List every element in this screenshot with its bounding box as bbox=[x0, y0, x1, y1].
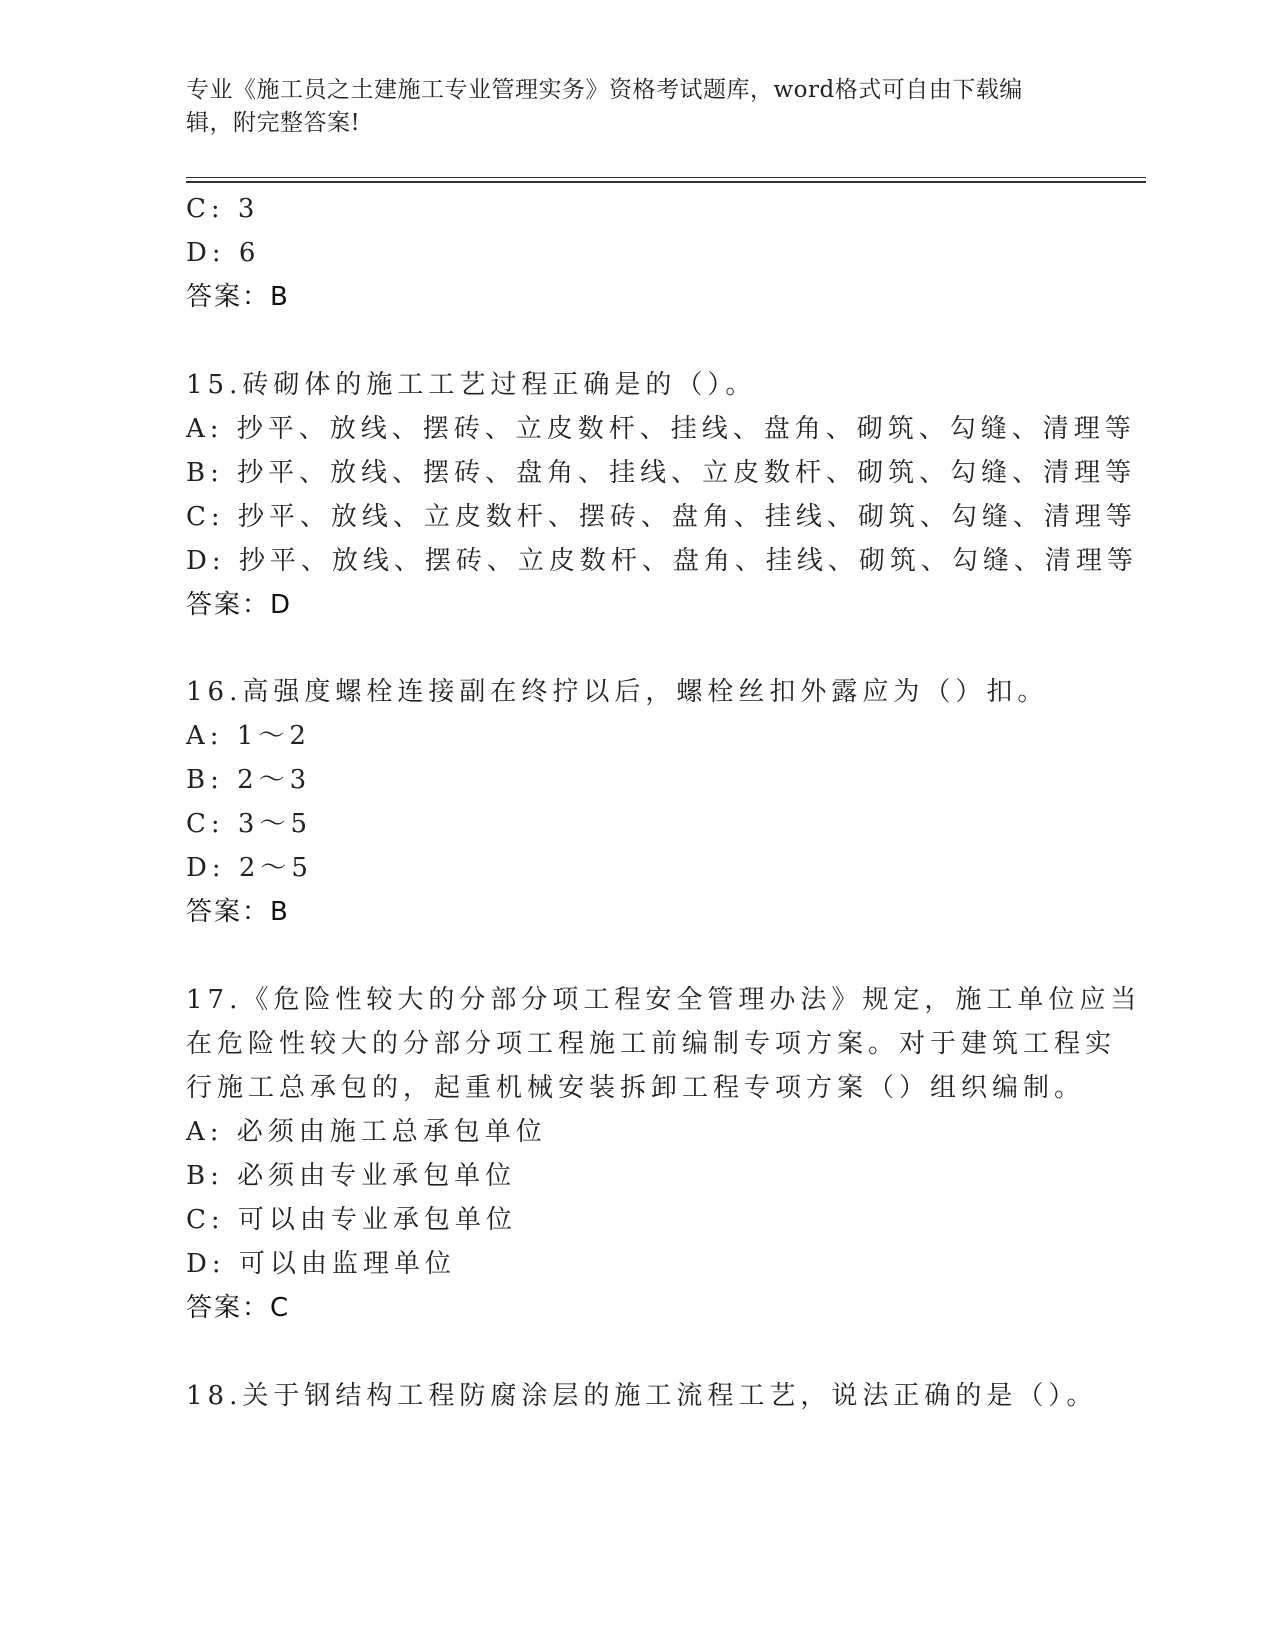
q15-option-a: A: 抄平、放线、摆砖、立皮数杆、挂线、盘角、砌筑、勾缝、清理等 bbox=[186, 414, 1136, 444]
q15-stem: 15.砖砌体的施工工艺过程正确是的（）。 bbox=[186, 370, 757, 400]
q17-option-a: A: 必须由施工总承包单位 bbox=[186, 1117, 547, 1147]
q17-stem-line-1: 17.《危险性较大的分部分项工程安全管理办法》规定，施工单位应当 bbox=[186, 985, 1142, 1015]
q15-answer: 答案：D bbox=[186, 590, 293, 620]
q15-option-c: C: 抄平、放线、立皮数杆、摆砖、盘角、挂线、砌筑、勾缝、清理等 bbox=[186, 502, 1137, 532]
q17-answer: 答案：C bbox=[186, 1293, 291, 1323]
header-line-2: 辑，附完整答案! bbox=[186, 110, 361, 136]
q17-stem-line-2: 在危险性较大的分部分项工程施工前编制专项方案。对于建筑工程实 bbox=[186, 1029, 1117, 1059]
document-header bbox=[186, 74, 1066, 140]
q14-answer: 答案：B bbox=[186, 282, 290, 312]
q17-stem-line-3: 行施工总承包的，起重机械安装拆卸工程专项方案（）组织编制。 bbox=[186, 1073, 1086, 1103]
q16-option-b: B: 2～3 bbox=[186, 765, 312, 795]
header-line-1: 专业《施工员之土建施工专业管理实务》资格考试题库，word格式可自由下载编 bbox=[186, 77, 1023, 103]
q17-option-c: C: 可以由专业承包单位 bbox=[186, 1205, 517, 1235]
header-divider-thin bbox=[186, 177, 1146, 178]
q18-stem: 18.关于钢结构工程防腐涂层的施工流程工艺，说法正确的是（）。 bbox=[186, 1381, 1098, 1411]
q17-option-b: B: 必须由专业承包单位 bbox=[186, 1161, 517, 1191]
q16-stem: 16.高强度螺栓连接副在终拧以后，螺栓丝扣外露应为（）扣。 bbox=[186, 677, 1049, 707]
q16-option-c: C: 3～5 bbox=[186, 809, 313, 839]
q14-option-c: C: 3 bbox=[186, 194, 260, 224]
q16-option-d: D: 2～5 bbox=[186, 853, 313, 883]
header-divider-thick bbox=[186, 181, 1146, 183]
q15-option-b: B: 抄平、放线、摆砖、盘角、挂线、立皮数杆、砌筑、勾缝、清理等 bbox=[186, 458, 1137, 488]
q14-option-d: D: 6 bbox=[186, 238, 261, 268]
q16-answer: 答案：B bbox=[186, 897, 290, 927]
q15-option-d: D: 抄平、放线、摆砖、立皮数杆、盘角、挂线、砌筑、勾缝、清理等 bbox=[186, 546, 1138, 576]
q17-option-d: D: 可以由监理单位 bbox=[186, 1249, 456, 1279]
q16-option-a: A: 1～2 bbox=[186, 721, 311, 751]
